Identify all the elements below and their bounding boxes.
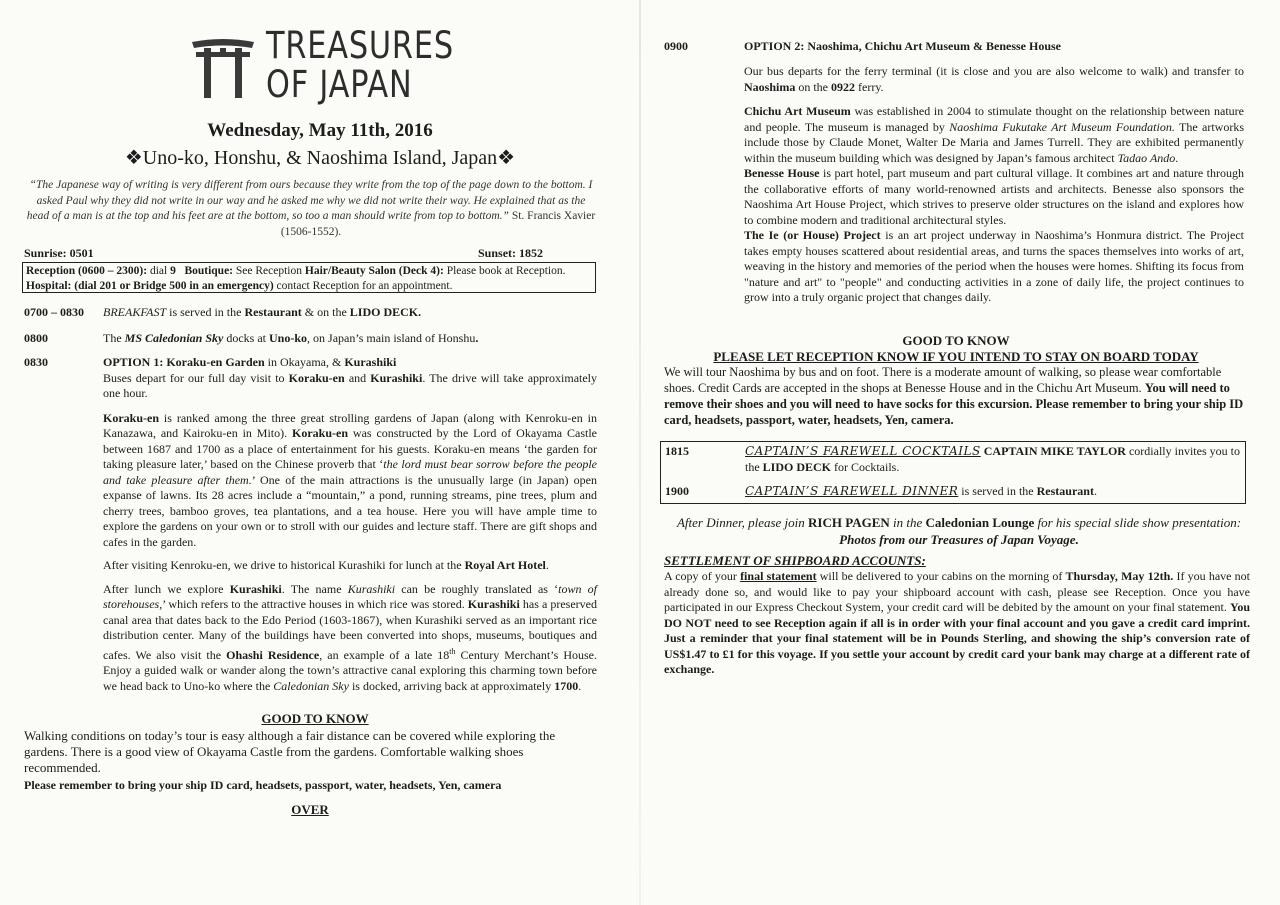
bus-paragraph — [744, 64, 1244, 95]
be-b: is part hotel, part museum and part cultural village. It combines art and nature through the collaborative efforts of many world-renowned artists and architects. Benesse also sponsors the Naoshima Art House Project, which strives to preserve older structures on the island and explores how to combine modern and traditional architectural styles. — [744, 166, 1244, 227]
k3h: Kurashiki — [467, 597, 520, 611]
k3l: Century Merchant’s House. Enjoy a guided walk or wander along the town’s attractive canal exploring this charming town before we head back to Uno-ko where the — [103, 647, 597, 693]
option1-title-c: Kurashiki — [344, 355, 397, 369]
ad-f: Photos from our Treasures of Japan Voyage. — [839, 532, 1079, 547]
left-good-to-know-heading: GOOD TO KNOW — [261, 711, 369, 726]
info-box — [22, 262, 596, 293]
quote-text: “The Japanese way of writing is very different from ours because they write from the top of the page down to the bottom. I asked Paul why they did not write in our way and he asked me why we did not write their way. He explained that as the head of a man is at the top and his feet are at the bottom, so too a man should write from top to bottom.” — [26, 179, 593, 222]
option1-block — [103, 355, 597, 694]
breakfast-line — [103, 305, 597, 321]
salon-text: Please book at Reception. — [443, 265, 566, 277]
right-good-to-know-text — [664, 364, 1250, 428]
ch-e: Tadao Ando — [1117, 150, 1176, 165]
st-c: will be delivered to your cabins on the morning of — [816, 569, 1066, 583]
be-a: Benesse House — [744, 166, 820, 180]
docks-text-2: docks at — [223, 331, 270, 345]
ie-a: The Ie (or House) Project — [744, 228, 881, 242]
salon-label: Hair/Beauty Salon (Deck 4): — [304, 265, 444, 277]
breakfast-restaurant: Restaurant — [244, 305, 302, 319]
ch-d: The artworks include those by Claude Monet, Walter De Maria and James Turrell. They are exhibited permanently within the museum building which was designed by Japan’s famous architect — [744, 119, 1244, 165]
breakfast-lido: LIDO DECK. — [349, 305, 422, 319]
k2b: Royal Art Hotel — [464, 558, 546, 572]
k3c: . The name — [281, 581, 348, 596]
option1-title-b: in Okayama, & — [264, 355, 345, 369]
rb-a: Our bus departs for the ferry terminal (it is close and you are also welcome to walk) and transfer to — [744, 64, 1244, 78]
cocktails-title: CAPTAIN’S FAREWELL COCKTAILS — [745, 444, 981, 458]
logo-line-1: TREASURES — [266, 24, 454, 67]
reception-dial: 9 — [170, 265, 176, 277]
farewell-box — [660, 441, 1246, 504]
ship-name: MS Caledonian Sky — [124, 331, 224, 345]
right-good-to-know-heading: GOOD TO KNOW — [902, 333, 1010, 348]
option1-bus — [103, 371, 597, 402]
dinner-restaurant: Restaurant — [1036, 484, 1094, 498]
rb-e: ferry. — [855, 79, 884, 94]
rb-b: Naoshima — [744, 79, 796, 94]
ch-c: Naoshima Fukutake Art Museum Foundation. — [949, 119, 1175, 134]
k3i: has a preserved canal area that dates back to the Edo Period (1603-1867), when Kurashiki served as an important rice distribution center. Many of the buildings have been converted into shops, museums, boutiques and cafes. We also visit the — [103, 597, 597, 662]
time-breakfast: 0700 – 0830 — [24, 305, 84, 319]
bus-text-a: Buses depart for our full day visit to — [103, 370, 289, 385]
ie-b: is an art project underway in Naoshima’s Honmura district. The Project takes empty houses scattered about residential areas, and turns the spaces themselves into works of art, weaving in the history and memories of the period when the houses were homes. Shifting its focus from "nature and art" to "people" and conducting activities in a zone of daily life, the project continues to grow into a truly organic project that changes daily. — [744, 228, 1244, 304]
docks-period: . — [475, 331, 479, 345]
time-option2: 0900 — [664, 39, 688, 53]
rg-bold: You will need to remove their shoes and you will need to have socks for this excursion. Please remember to bring your ship ID card, headsets, passport, water, headsets, Yen, camera. — [664, 381, 1244, 427]
time-dinner: 1900 — [665, 484, 689, 498]
st-f: You DO NOT need to see Reception again if all is in order with your final account and you gave a credit card imprint. Just a reminder that your final statement will be in Pounds Sterling, and showing the ship’s conversion rate of US$1.47 to £1 for this voyage. If you settle your account by credit card your bank may charge at a different rate of exchange. — [664, 600, 1250, 676]
left-bring-reminder: Please remember to bring your ship ID card, headsets, passport, water, headsets, Yen, camera — [24, 778, 502, 792]
torii-gate-icon — [190, 36, 256, 100]
k2a: After visiting Kenroku-en, we drive to historical Kurashiki for lunch at the — [103, 558, 465, 572]
port-name: Uno-ko — [269, 331, 308, 345]
time-cocktails: 1815 — [665, 444, 689, 458]
rg-text: We will tour Naoshima by bus and on foot. There is a moderate amount of walking, so please wear comfortable shoes. Credit Cards are accepted in the shops at Benesse House and in the Chichu Art Museum. — [664, 365, 1222, 395]
dinner-end: . — [1093, 484, 1097, 498]
over-label: OVER — [291, 802, 329, 817]
dinner-title: CAPTAIN’S FAREWELL DINNER — [745, 484, 959, 498]
k1b: is ranked among the three great strolling gardens of Japan (along with Kenroku-en in Kanazawa, and Kairoku-en in Mito). — [103, 410, 597, 440]
ad-d: Caledonian Lounge — [925, 515, 1035, 530]
benesse-paragraph — [744, 166, 1244, 228]
k3sup: th — [449, 646, 456, 656]
after-dinner-notice — [664, 514, 1254, 548]
k3o: 1700 — [554, 678, 579, 693]
k3a: After lunch we explore — [103, 581, 230, 596]
ad-e: for his special slide show presentation: — [1034, 515, 1242, 530]
k3d: Kurashiki — [347, 581, 396, 596]
day-title: Wednesday, May 11th, 2016 — [207, 120, 433, 141]
boutique-text: See Reception — [233, 265, 305, 277]
lunch-paragraph — [103, 558, 597, 574]
dinner-line — [745, 484, 1241, 499]
docks-text-1: The — [103, 331, 125, 345]
bus-text-e: . The drive will take approximately one hour. — [103, 370, 598, 400]
ie-paragraph — [744, 228, 1244, 306]
boutique-label: Boutique: — [184, 265, 234, 277]
option1-title — [103, 355, 597, 371]
cocktails-end: for Cocktails. — [831, 459, 900, 474]
settlement-heading: SETTLEMENT OF SHIPBOARD ACCOUNTS: — [664, 553, 926, 568]
logo-wordmark — [266, 26, 454, 104]
ch-b: was established in 2004 to stimulate thought on the relationship between nature and people. The museum is managed by — [744, 104, 1244, 134]
captain-name: CAPTAIN MIKE TAYLOR — [980, 444, 1126, 458]
sunset: Sunset: 1852 — [478, 246, 544, 260]
option2-block — [744, 64, 1244, 306]
k3n: is docked, arriving back at approximately — [348, 678, 555, 693]
k3m: Caledonian Sky — [273, 678, 349, 693]
korakuen-paragraph — [103, 411, 597, 551]
st-b: final statement — [740, 569, 817, 583]
bus-text-c: and — [344, 370, 371, 385]
quote — [26, 178, 596, 240]
k3k: , an example of a late 18 — [319, 647, 450, 662]
k3g: ’ which refers to the attractive houses in which rice was stored. — [162, 597, 468, 611]
cocktails-lido: LIDO DECK — [762, 459, 832, 474]
k1f: ’ One of the main attractions is the unusually large (in Japan) open expanse of lawns. Its 28 acres include a “mountain,” a pond, running streams, pine trees, plum and cherry trees, bamboo groves, tea plantations, and a tea house. Here you will have ample time to explore the gardens on your own or to stroll with our guides and lecture staff. There are gift shops and cafes in the garden. — [103, 472, 598, 549]
option2-title: OPTION 2: Naoshima, Chichu Art Museum & Benesse House — [744, 39, 1062, 53]
time-option1: 0830 — [24, 355, 48, 369]
settlement-text — [664, 569, 1250, 678]
time-docks: 0800 — [24, 331, 48, 345]
bus-text-d: Kurashiki — [370, 370, 423, 385]
breakfast-text-1: is served in the — [166, 305, 245, 319]
k1a: Koraku-en — [103, 410, 160, 425]
stay-on-board-notice: PLEASE LET RECEPTION KNOW IF YOU INTEND TO STAY ON BOARD TODAY — [713, 349, 1199, 364]
ch-a: Chichu Art Museum — [744, 104, 851, 118]
rb-d: 0922 — [831, 79, 856, 94]
ad-c: in the — [889, 515, 926, 530]
docks-text-3: , on Japan’s main island of Honshu — [307, 331, 476, 345]
left-good-to-know-text: Walking conditions on today’s tour is easy although a fair distance can be covered while exploring the gardens. There is a good view of Okayama Castle from the gardens. Comfortable walking shoes recommended. — [24, 728, 556, 775]
rb-c: on the — [795, 79, 832, 94]
reception-label: Reception (0600 – 2300): — [26, 265, 148, 277]
st-e: If you have not already done so, and would like to pay your shipboard account with cash, please see Reception. Once you have participated in our Express Checkout System, your credit card will be debited by the amount on your final statement. — [664, 569, 1250, 614]
cocktails-invite: cordially invites you to the — [745, 444, 1240, 474]
chichu-paragraph — [744, 104, 1244, 166]
logo-line-2: OF JAPAN — [266, 63, 413, 106]
k1c: Koraku-en — [292, 426, 349, 440]
location-title: ❖Uno-ko, Honshu, & Naoshima Island, Japan❖ — [124, 147, 516, 169]
k1e: the lord must bear sorrow before the people and take pleasure after them. — [103, 457, 597, 487]
ad-b: RICH PAGEN — [808, 515, 890, 530]
k1d: was constructed by the Lord of Okayama Castle between 1687 and 1700 as a place of entertainment for his guests. Koraku-en means ‘the garden for taking pleasure later,’ based on the Chinese proverb that ‘ — [103, 426, 597, 471]
docks-line — [103, 331, 597, 347]
k3j: Ohashi Residence — [226, 647, 320, 662]
bus-text-b: Koraku-en — [288, 370, 345, 385]
k3b: Kurashiki — [229, 581, 282, 596]
dinner-text: is served in the — [958, 484, 1037, 498]
k2c: . — [545, 558, 549, 572]
sunrise: Sunrise: 0501 — [24, 246, 94, 260]
breakfast-word: BREAKFAST — [103, 305, 167, 319]
kurashiki-paragraph — [103, 582, 597, 695]
k3p: . — [578, 678, 582, 693]
right-page — [640, 0, 1280, 905]
st-d: Thursday, May 12th. — [1065, 569, 1174, 583]
hospital-label: Hospital: — [26, 280, 72, 292]
quote-author: St. Francis Xavier (1506-1552). — [280, 210, 596, 238]
option1-title-a: OPTION 1: Koraku-en Garden — [103, 355, 265, 369]
st-a: A copy of your — [664, 569, 741, 583]
k3f: town of storehouses, — [103, 581, 598, 611]
k3e: can be roughly translated as ‘ — [395, 581, 559, 596]
cocktails-line — [745, 444, 1241, 475]
hospital-text: contact Reception for an appointment. — [273, 280, 453, 292]
ch-f: . — [1175, 150, 1179, 165]
ad-a: After Dinner, please join — [676, 515, 809, 530]
reception-text: dial — [147, 265, 171, 277]
hospital-emergency: (dial 201 or Bridge 500 in an emergency) — [74, 280, 274, 292]
breakfast-text-2: & on the — [301, 305, 350, 319]
